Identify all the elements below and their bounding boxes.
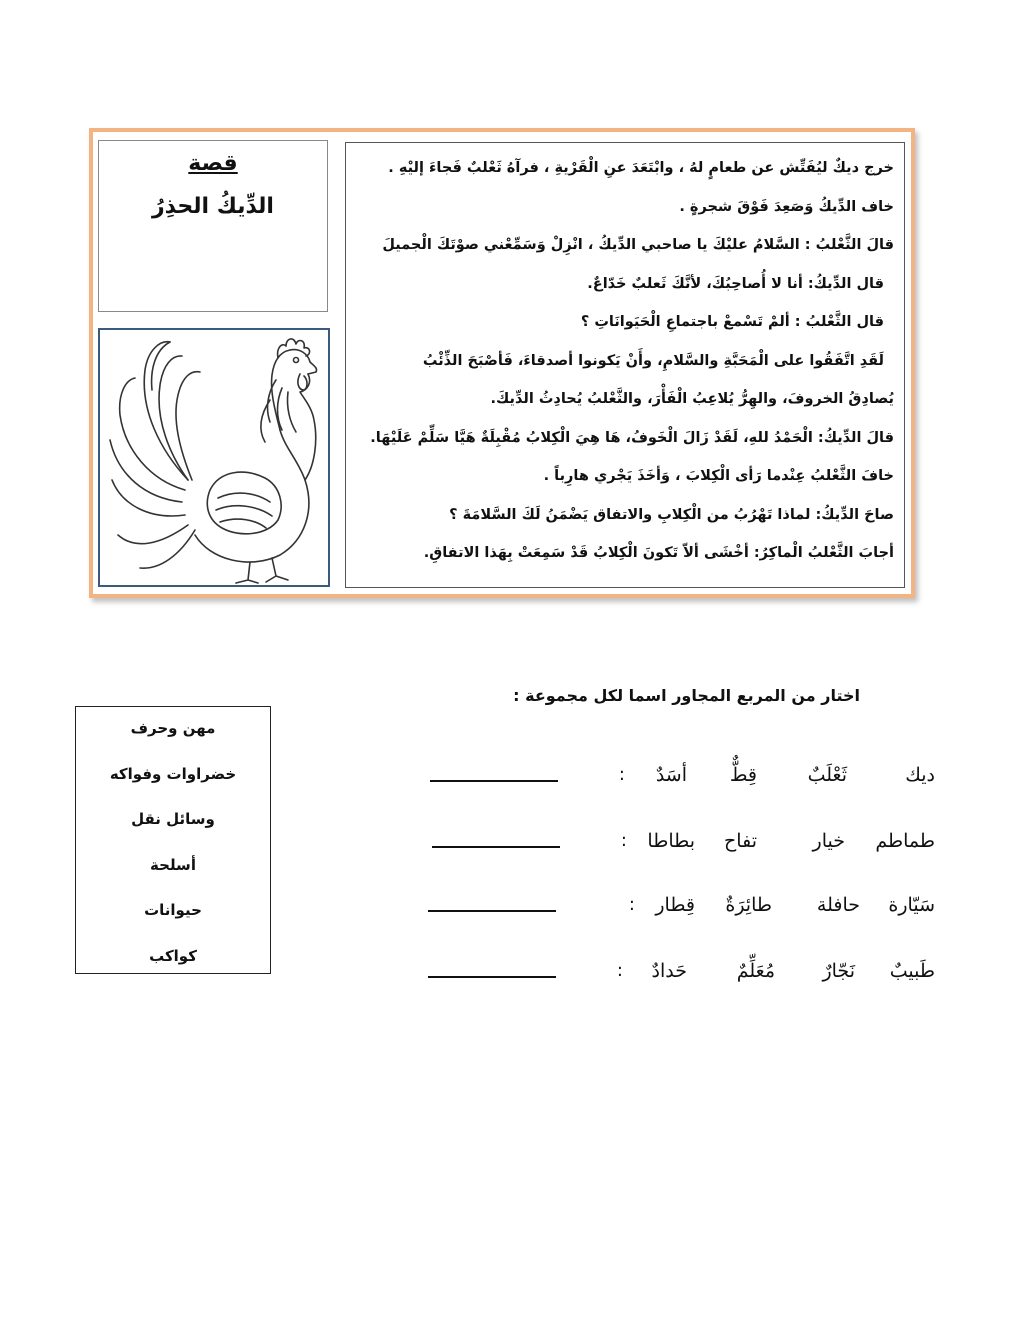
exercise-row	[420, 888, 935, 928]
story-line: خاف الدِّيكُ وَصَعِدَ فَوْقَ شجرةٍ .	[679, 198, 894, 215]
story-line: خرج ديكٌ ليُفَتِّش عن طعامٍ لهُ ، وابْتَعَدَ عنِ الْقَرْيةِ ، فرآهُ ثَعْلبٌ فَجاءَ إليْهِ .	[388, 160, 894, 176]
row-word: نَجّارٌ	[822, 960, 855, 982]
row-word: قِطار	[655, 894, 695, 916]
exercise-row	[420, 954, 935, 994]
row-word: سَيّارة	[888, 894, 935, 916]
story-text-box	[345, 142, 905, 588]
category-item: كواكب	[149, 946, 197, 965]
row-colon: :	[616, 960, 623, 981]
story-line: صاحَ الدِّيكُ: لماذا تَهْرُبُ من الْكِلابِ والاتفاق يَضْمَنُ لَكَ السَّلامَةَ ؟	[449, 506, 894, 523]
row-word: ثَعْلَبٌ	[807, 764, 847, 786]
row-word: بطاطا	[647, 830, 695, 852]
answer-blank[interactable]	[428, 888, 556, 912]
story-line: قالَ الدِّيكُ: الْحَمْدُ للهِ، لَقَدْ زَالَ الْخَوفُ، هَا هِيَ الْكِلابُ مُقْبِلَةٌ هَيَّا سَلِّمْ عَلَيْهَا.	[370, 429, 894, 446]
row-word: حَدادٌ	[651, 960, 687, 982]
category-item: أسلحة	[150, 855, 196, 874]
category-box	[75, 706, 271, 974]
category-item: حيوانات	[144, 901, 202, 919]
story-line: خافَ الثَّعْلبُ عِنْدما رَأى الْكِلابَ ، وَأخَذَ يَجْري هارِباً .	[543, 468, 894, 484]
rooster-illustration	[98, 328, 330, 587]
story-line: قال الثَّعْلبُ : ألمْ تَسْمعْ باجتماعِ الْحَيَوانَاتِ ؟	[580, 314, 884, 330]
row-word: طماطم	[875, 830, 935, 852]
category-item: خضراوات وفواكه	[109, 764, 237, 783]
story-title: الدِّيكُ الحذِرُ	[152, 194, 274, 219]
row-word: أسَدٌ	[655, 764, 687, 786]
row-word: قِطٌّ	[729, 764, 757, 786]
answer-blank[interactable]	[432, 824, 560, 848]
row-colon: :	[618, 764, 625, 785]
story-line: قالَ الثَّعْلبُ : السَّلامُ عليْكَ يا صاحبي الدِّيكُ ، انْزِلْ وَسَمِّعْني صوْتَكَ الْجميلَ	[382, 237, 894, 253]
row-word: خيار	[812, 830, 845, 852]
category-item: وسائل نقل	[131, 810, 215, 828]
story-line: لَقَدِ اتَّفَقُوا على الْمَحَبَّةِ والسَّلامِ، وأَنْ يَكونوا أصدقاءَ، فَأصْبَحَ الذِّئْبُ	[422, 352, 884, 369]
story-label: قصة	[188, 151, 238, 176]
row-word: حافلة	[816, 894, 860, 916]
exercise-row	[420, 758, 935, 798]
story-title-box	[98, 140, 328, 312]
row-colon: :	[628, 894, 635, 915]
category-item: مهن وحرف	[130, 719, 216, 737]
answer-blank[interactable]	[430, 758, 558, 782]
story-line: قال الدِّيكُ: أنا لا أُصاحِبُكَ، لأنَّكَ ثَعلبٌ خَدّاعٌ.	[587, 275, 884, 292]
rooster-icon	[100, 330, 328, 585]
story-frame	[89, 128, 915, 598]
exercise-instruction: اختار من المربع المجاور اسما لكل مجموعة :	[513, 686, 860, 705]
exercise-row	[420, 824, 935, 864]
row-word: طَبيبٌ	[889, 960, 935, 982]
row-word: تفاح	[724, 830, 757, 852]
row-word: ديك	[905, 764, 935, 786]
story-line: يُصادِقُ الخروفَ، والهِرُّ يُلاعِبُ الْفَأْرَ، والثَّعْلبُ يُحادِثُ الدِّيكَ.	[490, 391, 894, 407]
row-word: طائِرَةٌ	[725, 894, 772, 916]
row-word: مُعَلِّمٌ	[736, 960, 775, 982]
answer-blank[interactable]	[428, 954, 556, 978]
story-line: أجابَ الثَّعْلبُ الْماكِرُ: أخْشَى ألاّ تَكونَ الْكِلابُ قَدْ سَمِعَتْ بِهَذا الاتفاقِ.	[423, 545, 894, 561]
row-colon: :	[620, 830, 627, 851]
